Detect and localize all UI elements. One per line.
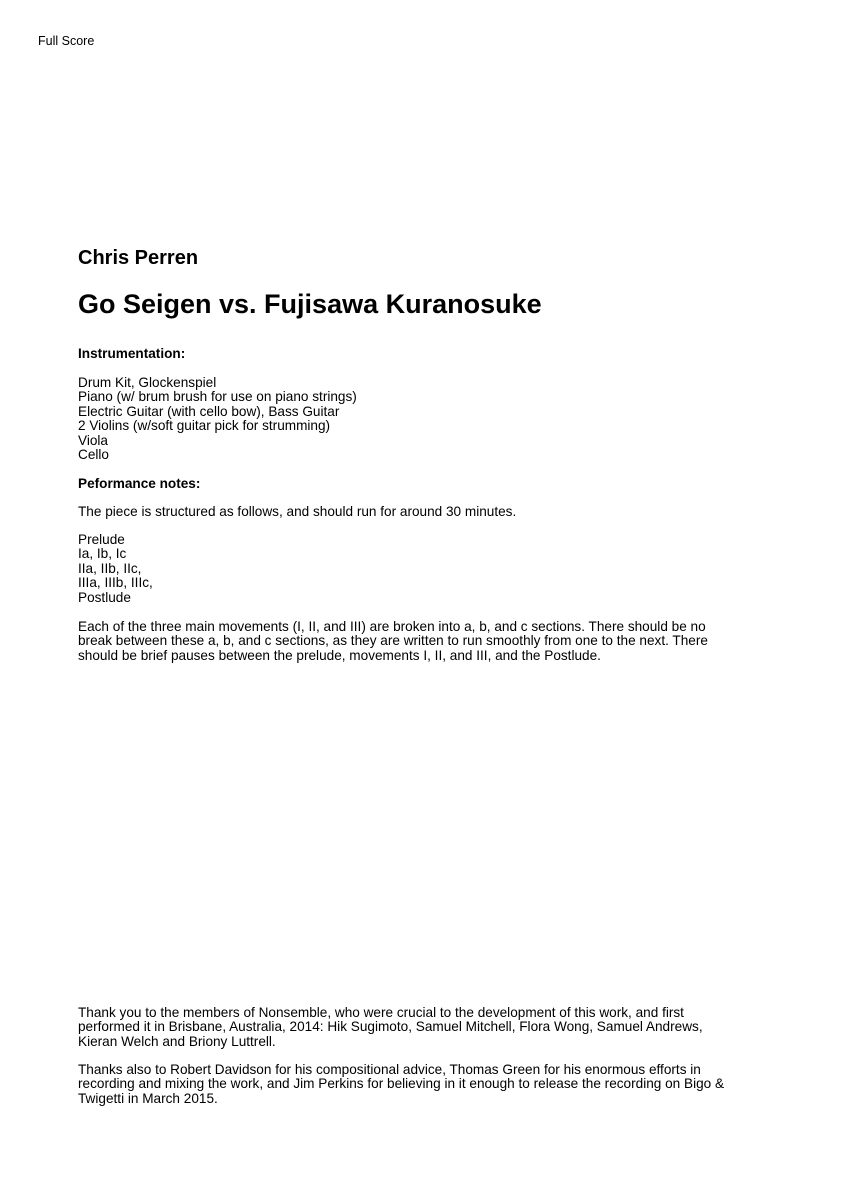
- acknowledgement-paragraph-2: [78, 1063, 768, 1106]
- structure-list: [78, 533, 778, 605]
- paragraph-line: recording and mixing the work, and Jim Perkins for believing in it enough to release the recording on Bigo &: [78, 1076, 725, 1092]
- paragraph-line: should be brief pauses between the prelude, movements I, II, and III, and the Postlude.: [78, 647, 601, 663]
- header-label: Full Score: [38, 34, 95, 48]
- instrument-item: Cello: [78, 447, 109, 463]
- instrument-item: Piano (w/ brum brush for use on piano strings): [78, 389, 357, 405]
- paragraph-line: performed it in Brisbane, Australia, 2014: Hik Sugimoto, Samuel Mitchell, Flora Wong, Samuel Andrews,: [78, 1019, 703, 1035]
- performance-notes-intro: The piece is structured as follows, and should run for around 30 minutes.: [78, 504, 517, 519]
- instrument-item: Electric Guitar (with cello bow), Bass Guitar: [78, 403, 340, 419]
- acknowledgement-paragraph-1: [78, 1006, 768, 1049]
- paragraph-line: break between these a, b, and c sections, as they are written to run smoothly from one to the next. There: [78, 633, 708, 649]
- page-title: Go Seigen vs. Fujisawa Kuranosuke: [78, 289, 542, 319]
- instrumentation-list: [78, 376, 778, 462]
- structure-item: IIIa, IIIb, IIIc,: [78, 575, 153, 591]
- performance-notes-heading: Peformance notes:: [78, 476, 201, 491]
- instrumentation-heading: Instrumentation:: [78, 346, 186, 361]
- structure-item: Postlude: [78, 589, 131, 605]
- paragraph-line: Thanks also to Robert Davidson for his compositional advice, Thomas Green for his enormous efforts in: [78, 1062, 701, 1077]
- performance-notes-paragraph: [78, 620, 768, 663]
- structure-item: Ia, Ib, Ic: [78, 546, 127, 562]
- structure-item: IIa, IIb, IIc,: [78, 560, 142, 576]
- paragraph-line: Kieran Welch and Briony Luttrell.: [78, 1033, 276, 1049]
- structure-item: Prelude: [78, 532, 125, 547]
- paragraph-line: Twigetti in March 2015.: [78, 1090, 218, 1106]
- paragraph-line: Each of the three main movements (I, II, and III) are broken into a, b, and c sections. There should be no: [78, 619, 706, 634]
- paragraph-line: Thank you to the members of Nonsemble, who were crucial to the development of this work, and first: [78, 1005, 684, 1020]
- instrument-item: Drum Kit, Glockenspiel: [78, 375, 217, 390]
- instrument-item: 2 Violins (w/soft guitar pick for strumming): [78, 418, 331, 434]
- composer-name: Chris Perren: [78, 247, 199, 269]
- instrument-item: Viola: [78, 432, 108, 448]
